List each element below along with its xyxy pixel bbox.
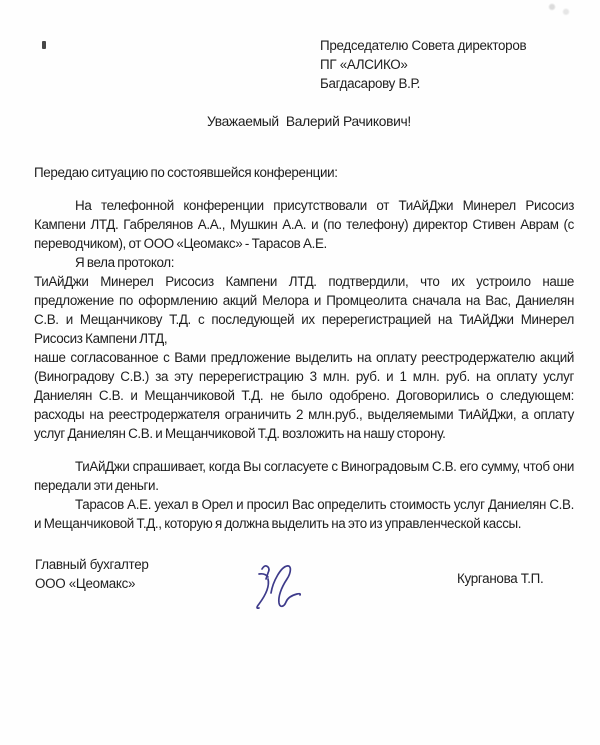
greeting-line: Уважаемый Валерий Рачикович! (207, 114, 411, 129)
letter-paragraph: наше согласованное с Вами предложение выделить на оплату реестродержателю акций (Виноградову С.В.) за эту перерегистрацию 3 млн. руб. и 1 млн. руб. на оплату услуг Даниелян С.В. и Мещанчиковой Т.Д. не было одобрено. Договорились о следующем: расходы на реестродержателя ограничить 2 млн.руб., выделяемыми ТиАйДжи, а оплату услуг Даниелян С.В. и Мещанчиковой Т.Д. возложить на нашу сторону. (34, 350, 574, 441)
recipient-line-name: Багдасарову В.Р. (320, 76, 421, 91)
signer-name: Курганова Т.П. (457, 571, 544, 586)
recipient-block (320, 36, 526, 93)
signature-block (35, 555, 149, 593)
scan-speck-dark (42, 41, 46, 49)
recipient-line-role: Председателю Совета директоров (320, 38, 527, 53)
signer-company: ООО «Цеомакс» (35, 576, 136, 591)
letter-paragraph: Тарасов А.Е. уехал в Орел и просил Вас определить стоимость услуг Даниелян С.В. и Мещанчиковой Т.Д., которую я должна выделить на это из управленческой кассы. (34, 497, 574, 531)
letter-paragraph: ТиАйДжи Минерел Рисосиз Кампени ЛТД. подтвердили, что их устроило наше предложение по оформлению акций Мелора и Промцеолита сначала на Вас, Даниелян С.В. и Мещанчикову Т.Д. с последующей их перерегистрацией на ТиАйДжи Минерел Рисосиз Кампени ЛТД, (34, 274, 574, 346)
recipient-line-company: ПГ «АЛСИКО» (320, 57, 408, 72)
letter-paragraph: На телефонной конференции присутствовали от ТиАйДжи Минерел Рисосиз Кампени ЛТД. Габрелянов А.А., Мушкин А.А. и (по телефону) директор Стивен Аврам (с переводчиком), от ООО «Цеомакс» - Тарасов А.Е. (34, 198, 574, 251)
signature-stroke (259, 574, 268, 577)
letter-paragraph: ТиАйДжи спрашивает, когда Вы согласуете с Виноградовым С.В. его сумму, чтоб они передали эти деньги. (34, 459, 574, 493)
letter-paragraph: Я вела протокол: (75, 255, 175, 270)
signature-stroke (271, 566, 300, 606)
signature-stroke (257, 579, 268, 608)
letter-paragraph: Передаю ситуацию по состоявшейся конференции: (34, 165, 338, 180)
handwritten-signature-icon (250, 560, 308, 622)
letter-body (34, 163, 574, 533)
scan-speck-light (545, 2, 573, 16)
signer-title: Главный бухгалтер (35, 557, 149, 572)
